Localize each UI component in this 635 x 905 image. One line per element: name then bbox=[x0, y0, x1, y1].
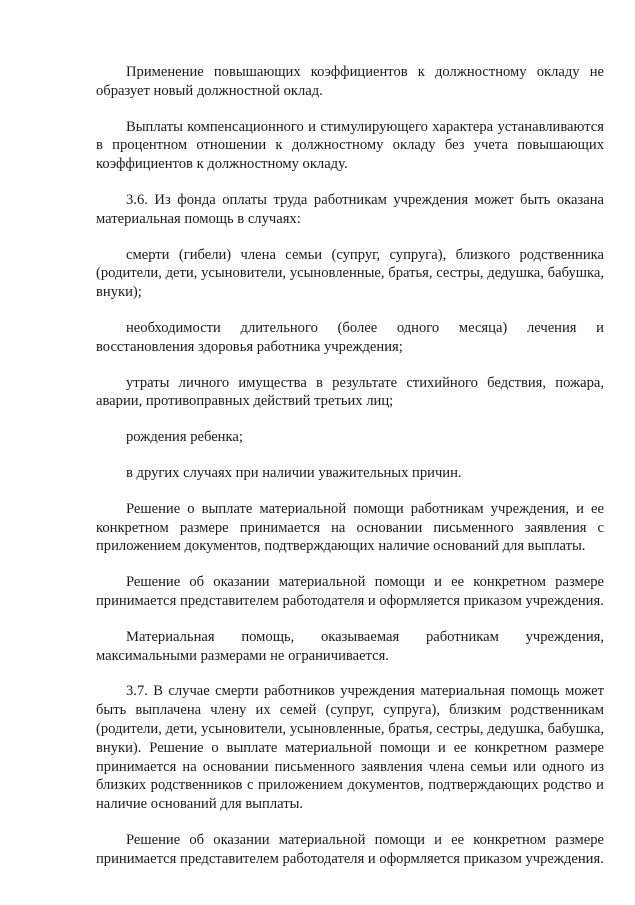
list-item-death-of-family-member: смерти (гибели) члена семьи (супруг, супруга), близкого родственника (родители, дети, усыновители, усыновленные, братья, сестры, дедушка, бабушка, внуки); bbox=[96, 246, 604, 301]
list-item-other-cases: в других случаях при наличии уважительных причин. bbox=[126, 464, 462, 481]
paragraph-no-maximum: Материальная помощь, оказываемая работникам учреждения, максимальными размерами не ограничивается. bbox=[96, 628, 604, 664]
list-item-long-treatment: необходимости длительного (более одного месяца) лечения и восстановления здоровья работника учреждения; bbox=[96, 319, 604, 355]
list-item-property-loss: утраты личного имущества в результате стихийного бедствия, пожара, аварии, противоправных действий третьих лиц; bbox=[96, 374, 604, 410]
paragraph-section-3-7: 3.7. В случае смерти работников учреждения материальная помощь может быть выплачена члену их семей (супруг, супруга), близким родственникам (родители, дети, усыновители, усыновленные, братья, сестры, дедушка, бабушка, внуки). Решение о выплате материальной помощи и ее конкретном размере принимается на основании письменного заявления члена семьи или одного из близких родственников с приложением документов, подтверждающих родство и наличие оснований для выплаты. bbox=[96, 683, 604, 813]
paragraph-decision-order-final: Решение об оказании материальной помощи и ее конкретном размере принимается представителем работодателя и оформляется приказом учреждения. bbox=[96, 831, 604, 867]
paragraph-compensation-payments: Выплаты компенсационного и стимулирующего характера устанавливаются в процентном отношении к должностному окладу без учета повышающих коэффициентов к должностному окладу. bbox=[96, 118, 604, 173]
document-page bbox=[96, 63, 604, 886]
list-item-child-birth: рождения ребенка; bbox=[126, 429, 243, 446]
paragraph-decision-basis: Решение о выплате материальной помощи работникам учреждения, и ее конкретном размере принимается на основании письменного заявления с приложением документов, подтверждающих наличие оснований для выплаты. bbox=[96, 500, 604, 555]
paragraph-decision-order: Решение об оказании материальной помощи и ее конкретном размере принимается представителем работодателя и оформляется приказом учреждения. bbox=[96, 574, 604, 609]
paragraph-coefficients-note: Применение повышающих коэффициентов к должностному окладу не образует новый должностной оклад. bbox=[96, 64, 604, 99]
paragraph-section-3-6: 3.6. Из фонда оплаты труда работникам учреждения может быть оказана материальная помощь в случаях: bbox=[96, 191, 604, 227]
